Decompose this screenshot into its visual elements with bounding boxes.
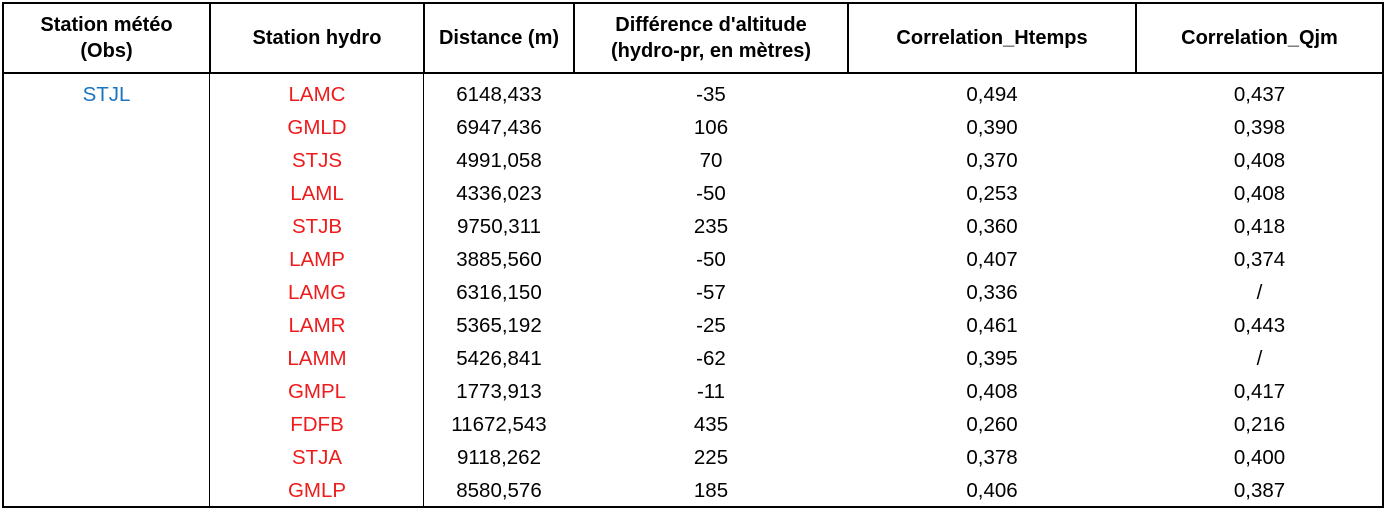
cell-distance: 6316,150 [456,281,542,304]
cell-diff-altitude: 435 [693,413,729,436]
cell-corr-qjm: 0,387 [1233,479,1286,502]
cell-corr-qjm: 0,443 [1233,314,1286,337]
cell-station-hydro: GMLD [287,116,347,139]
cell-corr-qjm: 0,437 [1233,83,1286,106]
cell-distance: 4336,023 [456,182,542,205]
cell-corr-qjm: / [1256,347,1263,370]
table-header-row [4,4,1382,74]
cell-corr-qjm: 0,216 [1233,413,1286,436]
cell-corr-htemps: 0,360 [966,215,1018,238]
cell-diff-altitude: 70 [699,149,723,172]
cell-corr-htemps: 0,406 [966,479,1018,502]
cell-corr-htemps: 0,336 [966,281,1018,304]
correlation-table [2,2,1384,508]
cell-distance: 1773,913 [456,380,542,403]
cell-diff-altitude: 185 [693,479,729,502]
cell-corr-qjm: 0,374 [1233,248,1286,271]
cell-diff-altitude: -25 [696,314,726,337]
header-station-hydro: Station hydro [252,27,382,49]
cell-diff-altitude: -62 [696,347,726,370]
header-corr-htemps: Correlation_Htemps [896,27,1088,49]
table-row [4,177,1382,210]
cell-station-hydro: GMLP [287,479,347,502]
cell-distance: 3885,560 [456,248,542,271]
cell-diff-altitude: -50 [696,182,726,205]
cell-station-hydro: LAML [290,182,344,205]
table-row [4,276,1382,309]
cell-distance: 4991,058 [456,149,542,172]
cell-corr-qjm: 0,398 [1233,116,1286,139]
cell-distance: 8580,576 [456,479,542,502]
cell-station-hydro: LAMP [289,248,345,271]
cell-distance: 11672,543 [451,413,547,436]
header-corr-qjm: Correlation_Qjm [1181,27,1338,49]
cell-corr-qjm: 0,418 [1233,215,1286,238]
cell-diff-altitude: -11 [696,380,726,403]
cell-distance: 9750,311 [457,215,541,238]
table-row [4,474,1382,507]
header-station-meteo: Station météo (Obs) [40,14,173,62]
cell-distance: 6947,436 [456,116,542,139]
cell-diff-altitude: -57 [696,281,726,304]
table-row [4,408,1382,441]
cell-station-hydro: STJB [291,215,343,238]
cell-station-hydro: LAMM [287,347,347,370]
cell-corr-htemps: 0,395 [966,347,1018,370]
cell-station-hydro: FDFB [290,413,344,436]
cell-corr-htemps: 0,253 [966,182,1018,205]
table-row [4,210,1382,243]
cell-diff-altitude: -50 [696,248,726,271]
cell-station-hydro: STJA [291,446,343,469]
table-row [4,342,1382,375]
cell-corr-qjm: 0,408 [1233,149,1286,172]
cell-corr-htemps: 0,260 [966,413,1018,436]
cell-distance: 9118,262 [457,446,541,469]
cell-corr-htemps: 0,408 [966,380,1018,403]
table-row [4,78,1382,111]
cell-station-meteo: STJL [82,83,131,106]
table-row [4,375,1382,408]
cell-corr-htemps: 0,461 [966,314,1018,337]
table-row [4,111,1382,144]
cell-corr-qjm: 0,417 [1233,380,1286,403]
cell-station-hydro: STJS [291,149,343,172]
cell-station-hydro: LAMR [288,314,346,337]
cell-distance: 6148,433 [456,83,542,106]
table-row [4,243,1382,276]
cell-corr-qjm: 0,408 [1233,182,1286,205]
cell-distance: 5365,192 [456,314,542,337]
table-row [4,309,1382,342]
table-row [4,144,1382,177]
cell-corr-htemps: 0,370 [966,149,1018,172]
cell-corr-htemps: 0,407 [966,248,1018,271]
cell-diff-altitude: -35 [696,83,726,106]
cell-diff-altitude: 235 [693,215,729,238]
cell-diff-altitude: 106 [693,116,729,139]
header-diff-altitude: Différence d'altitude (hydro-pr, en mètres) [610,14,812,62]
cell-diff-altitude: 225 [693,446,729,469]
cell-station-hydro: LAMC [288,83,346,106]
cell-corr-qjm: 0,400 [1233,446,1286,469]
cell-corr-qjm: / [1256,281,1263,304]
cell-distance: 5426,841 [456,347,542,370]
cell-corr-htemps: 0,494 [966,83,1018,106]
cell-station-hydro: GMPL [287,380,347,403]
header-distance: Distance (m) [438,27,560,49]
table-row [4,441,1382,474]
cell-corr-htemps: 0,390 [966,116,1018,139]
cell-station-hydro: LAMG [287,281,347,304]
cell-corr-htemps: 0,378 [966,446,1018,469]
